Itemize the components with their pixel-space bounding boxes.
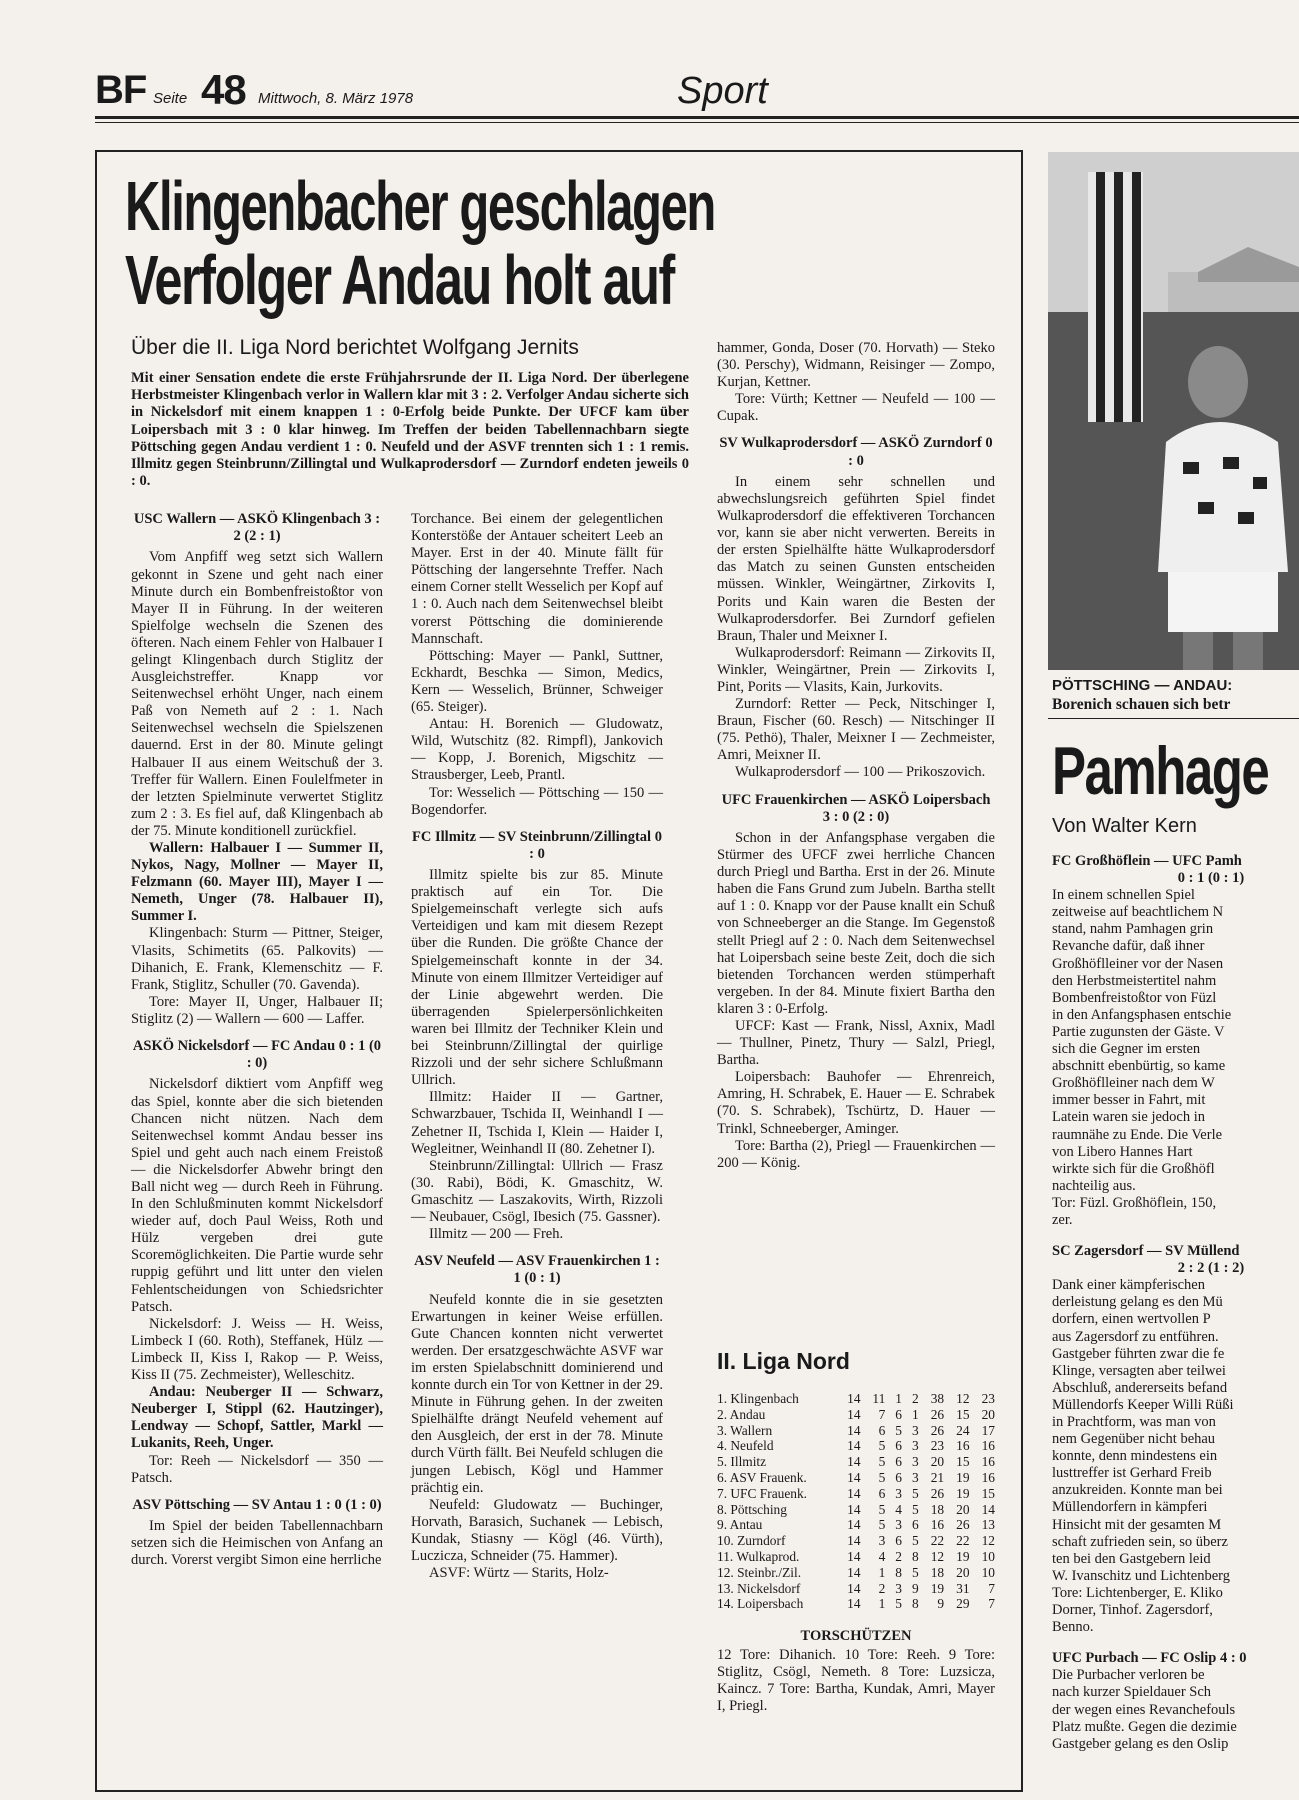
table-cell-team: 6. ASV Frauenk. [717, 1469, 807, 1485]
lineup: Steinbrunn/Zillingtal: Ullrich — Frasz (30. Rabi), Bödi, K. Gmaschitz, W. Gmaschitz — Laszakovits, Wirth, Rizzoli — Neubauer, Csögl, Ibesich (75. Gassner). [411, 1157, 663, 1225]
text-line: ten bei den Gastgebern leid [1052, 1550, 1211, 1567]
lineup: Loipersbach: Bauhofer — Ehrenreich, Amring, H. Schrabek, E. Hauer — E. Schrabek (70. S. Schrabek), Tschürtz, D. Hauer — Trinkl, Schneeberger, Aminger. [717, 1069, 995, 1137]
page-label: Seite [153, 90, 188, 107]
goals: Tor: Reeh — Nickelsdorf — 350 — Patsch. [131, 1452, 383, 1486]
text-line: Gastgeber führten zwar die fe [1052, 1345, 1225, 1362]
scorers-list: 12 Tore: Dihanich. 10 Tore: Reeh. 9 Tore: Stiglitz, Csögl, Nemeth. 8 Tore: Luzsicza, Kaincz. 7 Tore: Bartha, Kundak, Amri, Mayer I, Priegl. [717, 1647, 995, 1714]
page-number: 48 [201, 66, 246, 113]
text-line: Dorner, Tinhof. Zagersdorf, [1052, 1602, 1213, 1619]
table-cell-value: 26 [930, 1422, 945, 1438]
table-row [717, 1502, 995, 1518]
photo-caption-text: Borenich schauen sich betr [1052, 696, 1231, 713]
table-cell-value: 16 [981, 1438, 995, 1454]
table-cell-team: 1. Klingenbach [717, 1391, 799, 1406]
table-cell-value: 14 [847, 1438, 861, 1454]
table-cell-value: 19 [956, 1469, 970, 1485]
table-cell-value: 6 [895, 1454, 902, 1470]
table-row [717, 1581, 995, 1597]
table-row [717, 1470, 995, 1486]
table-cell-team: 4. Neufeld [717, 1438, 774, 1454]
text-line: in Prachtform, was man von [1052, 1414, 1216, 1430]
table-cell-value: 14 [847, 1517, 861, 1533]
text-line: nem Gegenüber nicht behau [1052, 1431, 1216, 1448]
table-cell-value: 3 [911, 1454, 919, 1470]
league-table-title: II. Liga Nord [717, 1348, 850, 1374]
text-line: wirkte sich für die Großhöfl [1052, 1160, 1215, 1177]
table-row [717, 1533, 995, 1549]
photo-caption-title: PÖTTSCHING — ANDAU: [1052, 677, 1233, 694]
table-cell-value: 14 [847, 1406, 861, 1422]
goals: Illmitz — 200 — Freh. [429, 1226, 564, 1243]
table-cell-value: 6 [895, 1469, 902, 1485]
match-report: Im Spiel der beiden Tabellennachbarn setzen sich die Heimischen von Anfang an durch. Vorerst vergibt Simon eine herrliche [131, 1517, 383, 1569]
match-title: USC Wallern — ASKÖ Klingenbach 3 : 2 (2 : 1) [133, 511, 381, 545]
text-line: nachteilig aus. [1052, 1177, 1136, 1194]
table-cell-value: 15 [956, 1454, 970, 1470]
lineup: Nickelsdorf: J. Weiss — H. Weiss, Limbeck I (60. Roth), Steffanek, Hülz — Limbeck II, Kiss I, Rakop — P. Weiss, Kiss II (75. Zechmeister), Welleschitz. [131, 1315, 383, 1384]
table-cell-value: 3 [911, 1469, 919, 1485]
table-cell-team: 5. Illmitz [717, 1454, 767, 1470]
table-cell-value: 14 [847, 1469, 861, 1485]
table-cell-value: 24 [956, 1422, 970, 1438]
text-line: Müllendorfern in kämpferi [1052, 1499, 1208, 1516]
table-cell-value: 9 [911, 1580, 919, 1596]
second-article-column [1052, 853, 1299, 1753]
text-line: abschnitt ebenbürtig, so kame [1052, 1058, 1226, 1075]
text-line: Dank einer kämpferischen [1052, 1277, 1205, 1294]
table-cell-value: 31 [956, 1580, 970, 1596]
table-cell-value: 1 [878, 1564, 886, 1580]
player-photo-illustration [1048, 152, 1299, 670]
photo-rule [1048, 718, 1299, 719]
table-cell-team: 12. Steinbr./Zil. [717, 1564, 802, 1580]
text-line: Benno. [1052, 1619, 1094, 1636]
table-cell-value: 7 [988, 1580, 995, 1596]
lineup: Pöttsching: Mayer — Pankl, Suttner, Eckhardt, Beschka — Simon, Medics, Kern — Wesselich, Brünner, Schweiger (65. Steiger). [411, 647, 663, 716]
lineup: Neufeld: Gludowatz — Buchinger, Horvath, Barasich, Suchanek — Lebisch, Kundak, Stiasny — Kögl (46. Vürth), Luczicza, Schneider (75. Hammer). [411, 1496, 663, 1564]
table-cell-value: 14 [847, 1391, 861, 1406]
table-cell-value: 7 [988, 1596, 995, 1612]
table-cell-value: 14 [847, 1564, 861, 1580]
match-title: FC Illmitz — SV Steinbrunn/Zillingtal 0 : 0 [412, 828, 662, 862]
text-line: Abschluß, andererseits befand [1052, 1379, 1228, 1396]
text-line: anzukreiden. Konnte man bei [1052, 1482, 1223, 1499]
table-cell-value: 16 [956, 1438, 970, 1454]
goals: Tore: Bartha (2), Priegl — Frauenkirchen — 200 — König. [717, 1137, 995, 1171]
text-line: Bombenfreistoßtor von Füzl [1052, 989, 1217, 1006]
table-cell-value: 12 [956, 1391, 970, 1406]
table-cell-value: 1 [878, 1596, 886, 1612]
lineup: Zurndorf: Retter — Peck, Nitschinger I, Braun, Fischer (60. Resch) — Nitschinger II (75. Pethö), Thaler, Meixner I — Zechmeister, Amri, Meixner II. [717, 696, 995, 764]
match-title: 2 : 2 (1 : 2) [1177, 1260, 1245, 1277]
headline-line-2: Verfolger Andau holt auf [125, 241, 674, 319]
match-report: Vom Anpfiff weg setzt sich Wallern gekonnt in Szene und geht nach einer Minute durch ein Bombenfreistoßtor von Mayer II in Führung. In der weiteren Spielfolge wechseln die Szenen des öfteren. Nach einem Fehler von Halbauer I gelingt Klingenbach durch Stiglitz der Ausgleichstreffer. Knapp vor Seitenwechsel erhöht Unger, nach einem Paß von Nemeth auf 2 : 1. Nach Seitenwechsel wechseln die Spielszenen dauernd. Erst in der 80. Minute gelingt Halbauer II aus einem Weitschuß der 3. Treffer für Wallern. Einen Foulelfmeter in der letzten Spielminute verwertet Stiglitz zum 2 : 3. Es fiel auf, daß Klingenbach ab der 75. Minute konditionell zurückfiel. [131, 549, 383, 839]
table-cell-value: 1 [911, 1406, 919, 1422]
match-title: SV Wulkaprodersdorf — ASKÖ Zurndorf 0 : 0 [719, 435, 993, 469]
table-cell-value: 14 [847, 1485, 861, 1501]
second-headline: Pamhage [1052, 733, 1269, 809]
table-row [717, 1407, 995, 1423]
text-line: W. Ivanschitz und Lichtenberg [1052, 1567, 1230, 1584]
table-cell-value: 38 [930, 1391, 945, 1406]
goals: Tore: Mayer II, Unger, Halbauer II; Stiglitz (2) — Wallern — 600 — Laffer. [131, 993, 383, 1027]
table-row [717, 1486, 995, 1502]
table-cell-value: 20 [956, 1501, 970, 1517]
table-row [717, 1517, 995, 1533]
table-cell-value: 14 [847, 1454, 861, 1470]
table-cell-value: 19 [930, 1580, 945, 1596]
table-cell-value: 14 [847, 1596, 861, 1612]
text-line: Revanche dafür, daß ihner [1052, 938, 1205, 955]
text-line: Tor: Füzl. Großhöflein, 150, [1052, 1194, 1217, 1211]
table-cell-value: 8 [895, 1564, 902, 1580]
article-column-2 [411, 511, 663, 1582]
table-row [717, 1596, 995, 1612]
table-cell-value: 18 [930, 1564, 945, 1580]
table-row [717, 1423, 995, 1439]
table-cell-value: 14 [847, 1422, 861, 1438]
text-line: Tore: Lichtenberger, E. Kliko [1052, 1584, 1223, 1601]
match-report: Neufeld konnte die in sie gesetzten Erwartungen in keiner Weise erfüllen. Gute Chancen konnten nicht verwertet werden. Der ersatzgeschwächte ASVF war im ersten Spielabschnitt dominierend und konnte durch ein Tor von Kettner in der 29. Minute in Führung gehen. In der zweiten Spielhälfte drängt Neufeld vehement auf den Ausgleich, der erst in der 78. Minute durch Vürth fällt. Bei Neufeld schlugen die jungen Lebisch, Kögl und Hammer prächtig ein. [411, 1291, 664, 1496]
lineup: hammer, Gonda, Doser (70. Horvath) — Steko (30. Perschy), Widmann, Reisinger — Zompo, Kurjan, Kettner. [717, 340, 995, 391]
table-cell-value: 23 [981, 1391, 995, 1406]
lineup: UFCF: Kast — Frank, Nissl, Axnix, Madl — Thullner, Pinetz, Thury — Salzl, Priegl, Bartha. [717, 1018, 995, 1069]
text-line: aus Zagersdorf zu entführen. [1052, 1328, 1219, 1345]
table-row [717, 1391, 995, 1407]
table-cell-value: 22 [956, 1533, 970, 1549]
table-cell-team: 9. Antau [717, 1517, 763, 1533]
lineup: Klingenbach: Sturm — Pittner, Steiger, Vlasits, Schimetits (65. Palkovits) — Dihanich, E. Frank, Klemenschitz — F. Frank, Stiglitz, Schuller (70. Gavenda). [131, 925, 383, 993]
table-cell-value: 3 [895, 1580, 902, 1596]
lineup: ASVF: Würtz — Starits, Holz- [429, 1565, 609, 1582]
table-cell-value: 20 [930, 1454, 945, 1470]
table-cell-value: 5 [878, 1438, 886, 1454]
text-line: In einem schnellen Spiel [1052, 887, 1195, 904]
text-line: schaft zufrieden sein, so überz [1052, 1533, 1228, 1550]
table-cell-value: 8 [911, 1548, 919, 1564]
table-cell-value: 9 [937, 1596, 945, 1612]
table-cell-value: 3 [895, 1485, 902, 1501]
table-cell-value: 3 [911, 1438, 919, 1454]
text-line: Großhöflleiner vor der Nasen [1052, 955, 1224, 972]
text-line: konnte, denn mindestens ein [1052, 1448, 1218, 1465]
article-column-1 [131, 511, 383, 1569]
table-cell-value: 6 [895, 1406, 902, 1422]
table-cell-value: 23 [930, 1438, 945, 1454]
match-title: ASV Neufeld — ASV Frauenkirchen 1 : 1 (0 : 1) [414, 1253, 660, 1287]
match-report: In einem sehr schnellen und abwechslungsreich geführten Spiel findet Wulkaprodersdorf die effektiveren Torchancen vor, kann sie aber nicht verwerten. Bereits in der ersten Spielhälfte hätte Wulkaprodersdorf das Match zu seinen Gunsten entscheiden müssen. Winkler, Weingärtner, Zirkovits I, Porits und Kain waren die Besten der Wulkaprodersdorfer. Bei Zurndorf gefielen Braun, Thaler und Meixner I. [717, 473, 995, 644]
table-cell-value: 10 [981, 1548, 995, 1564]
table-row [717, 1438, 995, 1454]
text-line: sich die Gegner im ersten [1052, 1041, 1201, 1058]
table-cell-value: 12 [981, 1533, 995, 1549]
table-cell-team: 8. Pöttsching [717, 1501, 787, 1517]
text-line: in den Anfangsphasen entschie [1052, 1006, 1232, 1023]
table-cell-value: 11 [872, 1391, 886, 1406]
goals: Wulkaprodersdorf — 100 — Prikoszovich. [735, 764, 986, 781]
table-cell-value: 7 [878, 1406, 886, 1422]
text-line: Latein waren sie jedoch in [1052, 1109, 1205, 1126]
match-title: UFC Frauenkirchen — ASKÖ Loipersbach 3 : 0 (2 : 0) [721, 791, 991, 825]
table-cell-value: 16 [981, 1469, 995, 1485]
table-cell-value: 3 [911, 1422, 919, 1438]
table-cell-value: 26 [930, 1406, 945, 1422]
goals: Tor: Wesselich — Pöttsching — 150 — Bogendorfer. [411, 784, 663, 818]
match-title: ASKÖ Nickelsdorf — FC Andau 0 : 1 (0 : 0) [132, 1038, 382, 1072]
text-line: Die Purbacher verloren be [1052, 1667, 1205, 1684]
table-cell-value: 15 [956, 1406, 970, 1422]
table-cell-value: 12 [930, 1548, 945, 1564]
match-report: Illmitz spielte bis zur 85. Minute praktisch auf ein Tor. Die Spielgemeinschaft verlegte sich aufs Verteidigen und kam mit diesem Rezept über die Runden. Die größte Chance der Spielgemeinschaft konnte in der 34. Minute von einem Illmitzer Verteidiger auf der Linie abgewehrt werden. Die überragenden Spielerpersönlichkeiten waren bei Illmitz der Techniker Klein und bei Steinbrunn/Zillingtal der quirlige Rizzoli und der sehr sichere Schlußmann Ullrich. [411, 867, 663, 1089]
table-cell-value: 2 [895, 1548, 902, 1564]
article-byline: Über die II. Liga Nord berichtet Wolfgang Jernits [131, 336, 579, 359]
lineup: Wulkaprodersdorf: Reimann — Zirkovits II, Winkler, Weingärtner, Prein — Zirkovits I, Pint, Porits — Vlasits, Kain, Jurkovits. [717, 644, 995, 695]
text-line: Müllendorfs Keeper Willi Rüßi [1052, 1396, 1234, 1413]
lineup: Illmitz: Haider II — Gartner, Schwarzbauer, Tschida II, Weinhandl I — Zehetner II, Tschida I, Klein — Haider I, Wegleitner, Weinhandl II (80. Zehetner I). [411, 1089, 663, 1157]
table-row [717, 1549, 995, 1565]
table-cell-team: 14. Loipersbach [717, 1596, 804, 1612]
match-title: SC Zagersdorf — SV Müllend [1052, 1243, 1240, 1260]
text-line: Platz mußte. Gegen die dezimie [1052, 1718, 1237, 1735]
text-line: nach kurzer Spieldauer Sch [1052, 1684, 1212, 1701]
issue-date: Mittwoch, 8. März 1978 [258, 90, 414, 107]
article-lead: Mit einer Sensation endete die erste Frühjahrsrunde der II. Liga Nord. Der überlegene Herbstmeister Klingenbach verlor in Wallern klar mit 3 : 2. Verfolger Andau sicherte sich in Nickelsdorf mit einem knappen 1 : 0-Erfolg beide Punkte. Der UFCF kam über Loipersbach mit 3 : 0 klar hinweg. Im Treffen der beiden Tabellennachbarn siegte Pöttsching gegen Andau verdient 1 : 0. Neufeld und der ASVF trennten sich 1 : 1 remis. Illmitz gegen Steinbrunn/Zillingtal und Wulkaprodersdorf — Zurndorf endeten jeweils 0 : 0. [131, 370, 689, 490]
table-cell-value: 17 [981, 1422, 995, 1438]
table-cell-value: 20 [981, 1406, 995, 1422]
table-cell-value: 5 [895, 1422, 902, 1438]
table-cell-value: 4 [895, 1501, 902, 1517]
table-cell-value: 14 [981, 1501, 995, 1517]
table-cell-value: 26 [930, 1485, 945, 1501]
second-byline: Von Walter Kern [1052, 815, 1197, 837]
header-rule-thin [95, 122, 1299, 123]
table-cell-team: 11. Wulkaprod. [717, 1548, 800, 1564]
text-line: derleistung gelang es den Mü [1052, 1294, 1223, 1311]
table-cell-value: 2 [911, 1391, 919, 1406]
table-cell-value: 2 [878, 1580, 886, 1596]
table-cell-value: 5 [911, 1533, 919, 1549]
text-line: Hinsicht mit der gesamten M [1052, 1516, 1222, 1533]
table-cell-value: 6 [878, 1485, 886, 1501]
match-report: Schon in der Anfangsphase vergaben die Stürmer des UFCF zwei herrliche Chancen durch Priegl und Bartha. Erst in der 26. Minute haben die Fans Grund zum Jubeln. Bartha stellt auf 1 : 0. Knapp vor der Pause knallt ein Schuß von Schneeberger an die Stange. Im Gegenstoß stellt Priegl auf 2 : 0. Nach dem Seitenwechsel hat Loipersbach seine beste Zeit, doch die sich bietenden Torchancen werden stümperhaft vergeben. In der 84. Minute fixiert Bartha den klaren 3 : 0-Erfolg. [717, 829, 995, 1017]
text-line: immer besser in Fahrt, mit [1052, 1092, 1206, 1109]
table-cell-value: 29 [956, 1596, 970, 1612]
table-cell-value: 8 [911, 1596, 919, 1612]
text-line: lusttreffer ist Gerhard Freib [1052, 1465, 1212, 1482]
table-cell-value: 26 [956, 1517, 970, 1533]
table-row [717, 1565, 995, 1581]
table-cell-value: 19 [956, 1485, 970, 1501]
match-report: Nickelsdorf diktiert vom Anpfiff weg das Spiel, konnte aber die sich bietenden Chancen nicht nützen. Nach dem Seitenwechsel kommt Andau besser ins Spiel und geht auch nach einem Freistoß — die Nickelsdorfer Abwehr bringt den Ball nicht weg — durch Reeh in Führung. In den Schlußminuten kommt Nickelsdorf wieder auf, doch Paul Weiss, Roth und Hülz vergeben drei gute Scoremöglichkeiten. Die Partie wurde sehr ruppig geführt und litt unter den vielen Fehlentscheidungen von Schiedsrichter Patsch. [131, 1076, 383, 1315]
text-line: dorfern, einen wertvollen P [1052, 1311, 1211, 1328]
table-cell-value: 15 [981, 1485, 995, 1501]
table-cell-value: 5 [878, 1454, 886, 1470]
table-cell-value: 14 [847, 1548, 861, 1564]
table-cell-team: 7. UFC Frauenk. [717, 1485, 808, 1501]
scorers-title: TORSCHÜTZEN [800, 1628, 912, 1644]
text-line: Klinge, versagten aber teilwei [1052, 1362, 1226, 1379]
table-cell-value: 19 [956, 1548, 970, 1564]
table-cell-value: 3 [895, 1517, 902, 1533]
text-line: zer. [1052, 1211, 1073, 1228]
newspaper-logo: BF [95, 68, 147, 112]
text-line: raumnähe zu Ende. Die Verle [1052, 1126, 1223, 1143]
text-line: Gastgeber gelang es den Oslip [1052, 1735, 1229, 1752]
text-line: Partie zugunsten der Gäste. V [1052, 1023, 1225, 1040]
table-cell-team: 10. Zurndorf [717, 1533, 786, 1549]
match-photo [1048, 152, 1299, 670]
section-title: Sport [677, 70, 768, 112]
article-column-3 [717, 340, 995, 1172]
table-cell-value: 16 [981, 1454, 995, 1470]
match-title: UFC Purbach — FC Oslip 4 : 0 [1052, 1650, 1247, 1667]
table-cell-value: 6 [895, 1438, 902, 1454]
table-cell-value: 6 [878, 1422, 886, 1438]
table-cell-value: 5 [911, 1501, 919, 1517]
table-cell-value: 5 [911, 1485, 919, 1501]
table-cell-value: 18 [930, 1501, 945, 1517]
match-title: 0 : 1 (0 : 1) [1177, 870, 1245, 887]
table-cell-value: 4 [878, 1548, 886, 1564]
table-cell-value: 22 [930, 1533, 945, 1549]
table-cell-value: 16 [930, 1517, 945, 1533]
table-cell-value: 5 [878, 1501, 886, 1517]
table-cell-team: 3. Wallern [717, 1422, 773, 1438]
table-row [717, 1454, 995, 1470]
table-cell-value: 5 [878, 1469, 886, 1485]
table-cell-value: 3 [878, 1533, 886, 1549]
lineup: Andau: Neuberger II — Schwarz, Neuberger I, Stippl (62. Hautzinger), Lendway — Schopf, Sattler, Markl — Lukanits, Reeh, Unger. [131, 1384, 383, 1452]
text-line: zeitweise auf beachtlichem N [1052, 904, 1224, 921]
table-cell-value: 6 [895, 1533, 902, 1549]
text-line: stand, nahm Pamhagen grin [1052, 921, 1214, 938]
table-cell-value: 5 [911, 1564, 919, 1580]
table-cell-value: 13 [981, 1517, 995, 1533]
table-cell-value: 14 [847, 1580, 861, 1596]
match-title: FC Großhöflein — UFC Pamh [1052, 853, 1242, 869]
table-cell-value: 5 [878, 1517, 886, 1533]
table-cell-team: 13. Nickelsdorf [717, 1580, 801, 1596]
match-title: ASV Pöttsching — SV Antau 1 : 0 (1 : 0) [132, 1496, 382, 1513]
lineup: Antau: H. Borenich — Gludowatz, Wild, Wutschitz (82. Rimpfl), Jankovich — Kopp, J. Borenich, Migschitz — Strausberger, Leeb, Prantl. [411, 716, 663, 784]
text-line: der wegen eines Revanchefouls [1052, 1701, 1236, 1718]
table-cell-team: 2. Andau [717, 1406, 766, 1422]
match-report: Torchance. Bei einem der gelegentlichen Konterstöße der Antauer scheitert Leeb an Mayer. Erst in der 40. Minute fällt für Pöttsching der langersehnte Treffer. Nach einem Corner stellt Wesselich per Kopf auf 1 : 0. Auch nach dem Seitenwechsel bleibt vorerst Pöttsching die dominierende Mannschaft. [411, 511, 663, 647]
table-cell-value: 5 [895, 1596, 902, 1612]
headline-line-1: Klingenbacher geschlagen [125, 167, 715, 245]
goals: Tore: Vürth; Kettner — Neufeld — 100 — Cupak. [717, 391, 995, 425]
league-table [717, 1391, 995, 1612]
text-line: Großhöflleiner nach dem W [1052, 1075, 1215, 1092]
header-rule [95, 116, 1299, 119]
table-cell-value: 20 [956, 1564, 970, 1580]
table-cell-value: 10 [981, 1564, 995, 1580]
text-line: von Libero Hannes Hart [1052, 1143, 1193, 1160]
text-line: den Herbstmeistertitel nahm [1052, 972, 1217, 989]
lineup: Wallern: Halbauer I — Summer II, Nykos, Nagy, Mollner — Mayer II, Felzmann (60. Mayer III), Mayer I — Nemeth, Unger (78. Halbauer II), Summer I. [131, 840, 383, 925]
table-cell-value: 14 [847, 1501, 861, 1517]
table-cell-value: 6 [911, 1517, 919, 1533]
table-cell-value: 21 [930, 1469, 945, 1485]
table-cell-value: 1 [895, 1391, 902, 1406]
table-cell-value: 14 [847, 1533, 861, 1549]
